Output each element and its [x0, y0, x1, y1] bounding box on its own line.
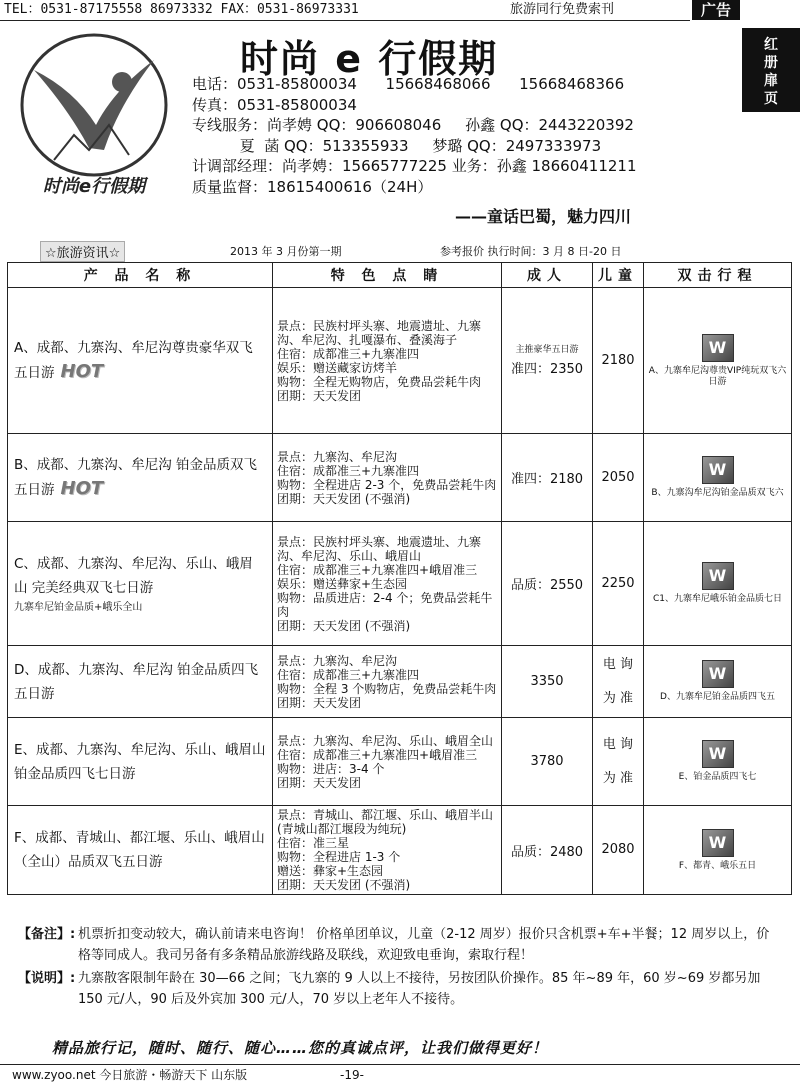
tab-char: 页 [764, 91, 778, 107]
feature-line: 娱乐：赠送藏家访烤羊 [277, 360, 398, 375]
features-cell [273, 288, 502, 434]
features-cell [273, 806, 502, 895]
hot-badge: HOT [60, 478, 104, 499]
adult-price-cell [502, 522, 593, 646]
company-logo [14, 30, 174, 200]
child-price-cell [593, 718, 644, 806]
product-name: F、成都、青城山、都江堰、乐山、峨眉山（全山）品质双飞五日游 [14, 830, 265, 870]
top-free-catalog: 旅游同行免费索刊 [510, 2, 615, 17]
slogan: ——童话巴蜀，魅力四川 [455, 207, 632, 226]
child-price-cell [593, 806, 644, 895]
explain-row [18, 968, 778, 1010]
col-itinerary: 双击行程 [644, 263, 792, 288]
itinerary-cell[interactable] [644, 522, 792, 646]
col-features: 特 色 点 睛 [273, 263, 502, 288]
product-name-cell [8, 718, 273, 806]
logo-text: 时尚e行假期 [42, 176, 146, 197]
product-name: D、成都、九寨沟、牟尼沟 铂金品质四飞五日游 [14, 661, 259, 702]
product-name: C、成都、九寨沟、牟尼沟、乐山、峨眉山 完美经典双飞七日游 [14, 555, 253, 596]
remark-text: 机票折扣变动较大，确认前请来电咨询！ 价格单团单议，儿童（2-12 周岁）报价只含机票+车+半餐；12 周岁以上，价格等同成人。我司另备有多条精品旅游线路及联线，欢迎致电垂询，索取行程！ [78, 927, 770, 963]
feature-line: 景点：民族村坪头寨、地震遗址、九寨沟、牟尼沟、扎嘎瀑布、叠溪海子 [277, 318, 482, 347]
top-contact-bar [0, 0, 690, 21]
feature-line: 景点：九寨沟、牟尼沟 [277, 653, 398, 668]
table-row [8, 522, 792, 646]
feature-line: 赠送：彝家+生态园 [277, 864, 384, 878]
word-doc-icon[interactable]: W [702, 829, 734, 857]
adult-price-cell [502, 718, 593, 806]
word-doc-icon[interactable]: W [702, 740, 734, 768]
feature-line: 住宿：成都准三+九寨准四 [277, 346, 420, 361]
explain-text: 九寨散客限制年龄在 30—66 之间；飞九寨的 9 人以上不接待，另按团队价操作。85 年~89 年，60 岁~69 岁都另加 150 元/人，90 后及外宾加 300 元/人，70 岁以上老年人不接待。 [78, 971, 761, 1007]
product-name-cell [8, 288, 273, 434]
feature-line: 团期：天天发团 (不强消) [277, 878, 411, 892]
child-price-cell [593, 646, 644, 718]
word-doc-icon[interactable]: W [702, 334, 734, 362]
itinerary-cell[interactable] [644, 806, 792, 895]
logo-head [112, 72, 132, 92]
feature-line: 住宿：成都准三+九寨准四 [277, 463, 420, 478]
feature-line: 团期：天天发团 [277, 775, 362, 790]
table-row [8, 646, 792, 718]
contact-line: 专线服务：尚孝娉 QQ：906608046 孙鑫 QQ：2443220392 [192, 116, 634, 134]
itinerary-cell[interactable] [644, 646, 792, 718]
product-name: B、成都、九寨沟、牟尼沟 铂金品质双飞五日游 [14, 457, 258, 498]
child-price-cell [593, 522, 644, 646]
features-cell [273, 718, 502, 806]
feature-line: 购物：全程进店 2-3 个，免费品尝耗牛肉 [277, 477, 497, 492]
adult-price: 3350 [530, 674, 564, 689]
feature-line: 娱乐：赠送彝家+生态园 [277, 576, 408, 591]
adult-price: 3780 [530, 754, 564, 769]
info-bar [40, 243, 760, 259]
issue-date: 2013 年 3 月份第一期 [230, 245, 342, 258]
feature-line: 团期：天天发团 (不强消) [277, 618, 411, 633]
adult-price-cell [502, 288, 593, 434]
itinerary-cell[interactable] [644, 434, 792, 522]
product-sub: 九寨牟尼铂金品质+峨乐全山 [14, 601, 143, 613]
section-tab [742, 28, 800, 112]
logo-ring [22, 35, 166, 175]
feature-line: 景点：九寨沟、牟尼沟 [277, 449, 398, 464]
top-tel-fax: TEL：0531-87175558 86973332 FAX：0531-86973331 [4, 2, 359, 17]
feature-line: 购物：全程无购物店，免费品尝耗牛肉 [277, 374, 482, 389]
adult-price-cell [502, 434, 593, 522]
col-adult: 成人 [502, 263, 593, 288]
logo-figure [34, 60, 154, 150]
table-row [8, 434, 792, 522]
child-price: 2050 [601, 469, 635, 485]
col-product: 产 品 名 称 [8, 263, 273, 288]
word-doc-icon[interactable]: W [702, 562, 734, 590]
tab-char: 册 [764, 55, 778, 71]
page-footer [0, 1064, 800, 1087]
ad-badge: 广告 [692, 0, 740, 20]
price-table [7, 262, 792, 895]
feature-line: 住宿：准三星 [277, 836, 350, 850]
contact-line: 夏 菡 QQ：513355933 梦璐 QQ：2497333973 [192, 136, 602, 155]
feature-line: 景点：青城山、都江堰、乐山、峨眉半山 (青城山都江堰段为纯玩) [277, 808, 494, 836]
remark-row [18, 924, 778, 966]
itinerary-link[interactable]: A、九寨牟尼沟尊贵VIP纯玩双飞六日游 [648, 365, 787, 387]
word-doc-icon[interactable]: W [702, 456, 734, 484]
feature-line: 购物：全程进店 1-3 个 [277, 850, 401, 864]
explain-label: 【说明】: [18, 971, 76, 986]
adult-price: 准四：2180 [510, 472, 584, 487]
product-name-cell [8, 646, 273, 718]
child-price: 电 询 为 准 [602, 656, 634, 706]
product-name: E、成都、九寨沟、牟尼沟、乐山、峨眉山 铂金品质四飞七日游 [14, 741, 266, 782]
adult-price: 品质：2480 [510, 844, 584, 860]
contact-line: 电话：0531-85800034 15668468066 15668468366 [192, 75, 625, 93]
adult-price-cell [502, 806, 593, 895]
child-price-cell [593, 434, 644, 522]
brand-title: 时尚 e 行假期 [240, 37, 499, 81]
feature-line: 购物：全程 3 个购物店，免费品尝耗牛肉 [277, 681, 497, 696]
product-name-cell [8, 522, 273, 646]
footer-site: www.zyoo.net 今日旅游・畅游天下 山东版 [12, 1068, 248, 1082]
tab-char: 红 [764, 37, 778, 53]
itinerary-cell[interactable] [644, 288, 792, 434]
itinerary-link[interactable]: B、九寨沟牟尼沟铂金品质双飞六 [651, 488, 784, 498]
col-child: 儿童 [593, 263, 644, 288]
word-doc-icon[interactable]: W [702, 660, 734, 688]
table-row [8, 718, 792, 806]
feature-line: 住宿：成都准三+九寨准四 [277, 667, 420, 682]
execution-period: 参考报价 执行时间：3 月 8 日-20 日 [440, 245, 622, 258]
notes-block [18, 924, 778, 1010]
features-cell [273, 646, 502, 718]
product-name-cell [8, 434, 273, 522]
itinerary-link[interactable]: C1、九寨牟尼峨乐铂金品质七日 [652, 594, 782, 604]
remark-label: 【备注】: [18, 927, 76, 942]
itinerary-link[interactable]: F、都青、峨乐五日 [678, 860, 757, 871]
child-price-cell [593, 288, 644, 434]
contact-line: 计调部经理：尚孝娉：15665777225 业务：孙鑫 18660411211 [192, 157, 637, 175]
feature-line: 团期：天天发团 (不强消) [277, 491, 411, 506]
contact-block [192, 74, 637, 197]
table-header-row [8, 263, 792, 288]
tab-char: 扉 [764, 73, 778, 89]
feature-line: 购物：品质进店：2-4 个；免费品尝耗牛肉 [277, 590, 493, 619]
feature-line: 住宿：成都准三+九寨准四+峨眉准三 [277, 747, 478, 762]
itinerary-link[interactable]: E、铂金品质四飞七 [678, 772, 757, 782]
contact-line: 传真：0531-85800034 [192, 95, 357, 114]
child-price: 2180 [601, 352, 635, 368]
motto: 精品旅行记，随时、随行、随心……您的真诚点评，让我们做得更好！ [52, 1039, 549, 1057]
child-price: 电 询 为 准 [602, 736, 634, 786]
table-row [8, 288, 792, 434]
feature-line: 团期：天天发团 [277, 388, 362, 403]
adult-note: 主推豪华五日游 [515, 344, 579, 355]
itinerary-cell[interactable] [644, 718, 792, 806]
product-name: A、成都、九寨沟、牟尼沟尊贵豪华双飞五日游 [14, 340, 253, 381]
feature-line: 购物：进店：3-4 个 [277, 761, 385, 776]
feature-line: 团期：天天发团 [277, 695, 362, 710]
contact-line: 质量监督：18615400616（24H） [192, 177, 433, 196]
table-row [8, 806, 792, 895]
adult-price: 品质：2550 [510, 578, 584, 593]
feature-line: 景点：九寨沟、牟尼沟、乐山、峨眉全山 [277, 733, 494, 748]
adult-price: 准四：2350 [510, 361, 584, 377]
travel-info-tag: ☆旅游资讯☆ [40, 241, 125, 262]
features-cell [273, 522, 502, 646]
itinerary-link[interactable]: D、九寨牟尼铂金品质四飞五 [660, 692, 775, 702]
page-number: -19- [340, 1068, 364, 1082]
feature-line: 景点：民族村坪头寨、地震遗址、九寨沟、牟尼沟、乐山、峨眉山 [277, 534, 482, 563]
hot-badge: HOT [60, 361, 104, 382]
adult-price-cell [502, 646, 593, 718]
feature-line: 住宿：成都准三+九寨准四+峨眉准三 [277, 562, 478, 577]
product-name-cell [8, 806, 273, 895]
features-cell [273, 434, 502, 522]
child-price: 2080 [601, 842, 635, 857]
child-price: 2250 [601, 575, 635, 591]
